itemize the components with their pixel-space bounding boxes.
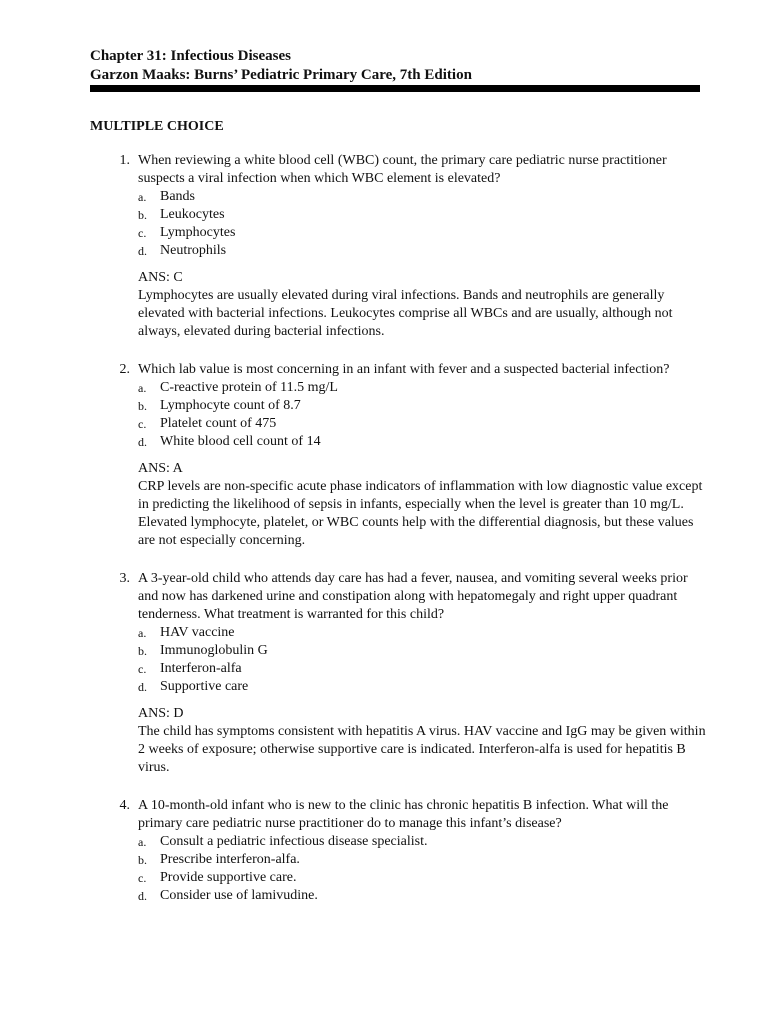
option-letter: b. [138,208,147,222]
option-letter: b. [138,644,147,658]
option-text: Neutrophils [160,243,227,258]
header-rule [90,85,700,92]
answer-key: ANS: C [138,270,183,285]
option-text: Consult a pediatric infectious disease specialist. [160,834,428,849]
option-letter: c. [138,417,147,431]
option-letter: c. [138,871,147,885]
option-letter: d. [138,244,147,258]
question-number: 1. [119,153,130,168]
answer-option [138,397,710,415]
answer-option [138,415,710,433]
answer-key: ANS: D [138,706,184,721]
option-letter: a. [138,381,147,395]
book-title: Garzon Maaks: Burns’ Pediatric Primary Care, 7th Edition [90,67,472,83]
answer-options [138,833,710,905]
answer-rationale: Lymphocytes are usually elevated during viral infections. Bands and neutrophils are generally elevated with bacterial infections. Leukocytes comprise all WBCs and are usually, although not always, elevated during bacterial infections. [138,288,673,339]
question-text: A 3-year-old child who attends day care has had a fever, nausea, and vomiting several weeks prior and now has darkened urine and constipation along with hepatomegaly and right upper quadrant tenderness. What treatment is warranted for this child? [138,571,688,622]
answer-option [138,206,710,224]
question-list [90,152,710,925]
question-body [138,570,710,777]
question-item [90,570,710,777]
option-letter: a. [138,190,147,204]
option-text: Lymphocyte count of 8.7 [160,398,301,413]
option-text: Consider use of lamivudine. [160,888,318,903]
option-text: Bands [160,189,195,204]
answer-block [138,705,710,777]
question-body [138,797,710,905]
answer-option [138,869,710,887]
question-text: Which lab value is most concerning in an infant with fever and a suspected bacterial infection? [138,362,670,377]
answer-option [138,433,710,451]
answer-rationale: The child has symptoms consistent with hepatitis A virus. HAV vaccine and IgG may be given within 2 weeks of exposure; otherwise supportive care is indicated. Interferon-alfa is used for hepatitis B virus. [138,724,706,775]
answer-option [138,660,710,678]
question-number: 4. [119,798,130,813]
answer-option [138,224,710,242]
option-text: Provide supportive care. [160,870,297,885]
question-number: 2. [119,362,130,377]
option-text: Supportive care [160,679,249,694]
option-text: HAV vaccine [160,625,235,640]
answer-options [138,624,710,696]
option-text: White blood cell count of 14 [160,434,321,449]
option-text: Leukocytes [160,207,225,222]
option-letter: b. [138,399,147,413]
option-text: Platelet count of 475 [160,416,277,431]
option-letter: d. [138,680,147,694]
option-letter: d. [138,435,147,449]
option-letter: c. [138,662,147,676]
answer-option [138,851,710,869]
option-text: Immunoglobulin G [160,643,268,658]
option-letter: d. [138,889,147,903]
answer-rationale: CRP levels are non-specific acute phase indicators of inflammation with low diagnostic value except in predicting the likelihood of sepsis in infants, especially when the level is greater than 10 mg/L. Elevated lymphocyte, platelet, or WBC counts help with the differential diagnosis, but these values are not especially concerning. [138,479,703,548]
option-text: Prescribe interferon-alfa. [160,852,300,867]
answer-option [138,887,710,905]
answer-options [138,188,710,260]
section-title: MULTIPLE CHOICE [90,119,224,134]
question-item [90,361,710,550]
answer-option [138,188,710,206]
answer-block [138,269,710,341]
option-text: C-reactive protein of 11.5 mg/L [160,380,338,395]
question-body [138,152,710,341]
option-letter: b. [138,853,147,867]
question-item [90,797,710,905]
question-text: When reviewing a white blood cell (WBC) count, the primary care pediatric nurse practitioner suspects a viral infection when which WBC element is elevated? [138,153,667,186]
answer-options [138,379,710,451]
answer-key: ANS: A [138,461,183,476]
option-text: Interferon-alfa [160,661,242,676]
answer-option [138,624,710,642]
answer-option [138,642,710,660]
option-letter: a. [138,626,147,640]
answer-option [138,242,710,260]
document-header [90,47,700,85]
question-body [138,361,710,550]
option-letter: a. [138,835,147,849]
question-number: 3. [119,571,130,586]
question-text: A 10-month-old infant who is new to the clinic has chronic hepatitis B infection. What will the primary care pediatric nurse practitioner do to manage this infant’s disease? [138,798,669,831]
answer-option [138,678,710,696]
question-item [90,152,710,341]
answer-block [138,460,710,550]
option-text: Lymphocytes [160,225,236,240]
answer-option [138,379,710,397]
answer-option [138,833,710,851]
chapter-title: Chapter 31: Infectious Diseases [90,48,291,64]
option-letter: c. [138,226,147,240]
